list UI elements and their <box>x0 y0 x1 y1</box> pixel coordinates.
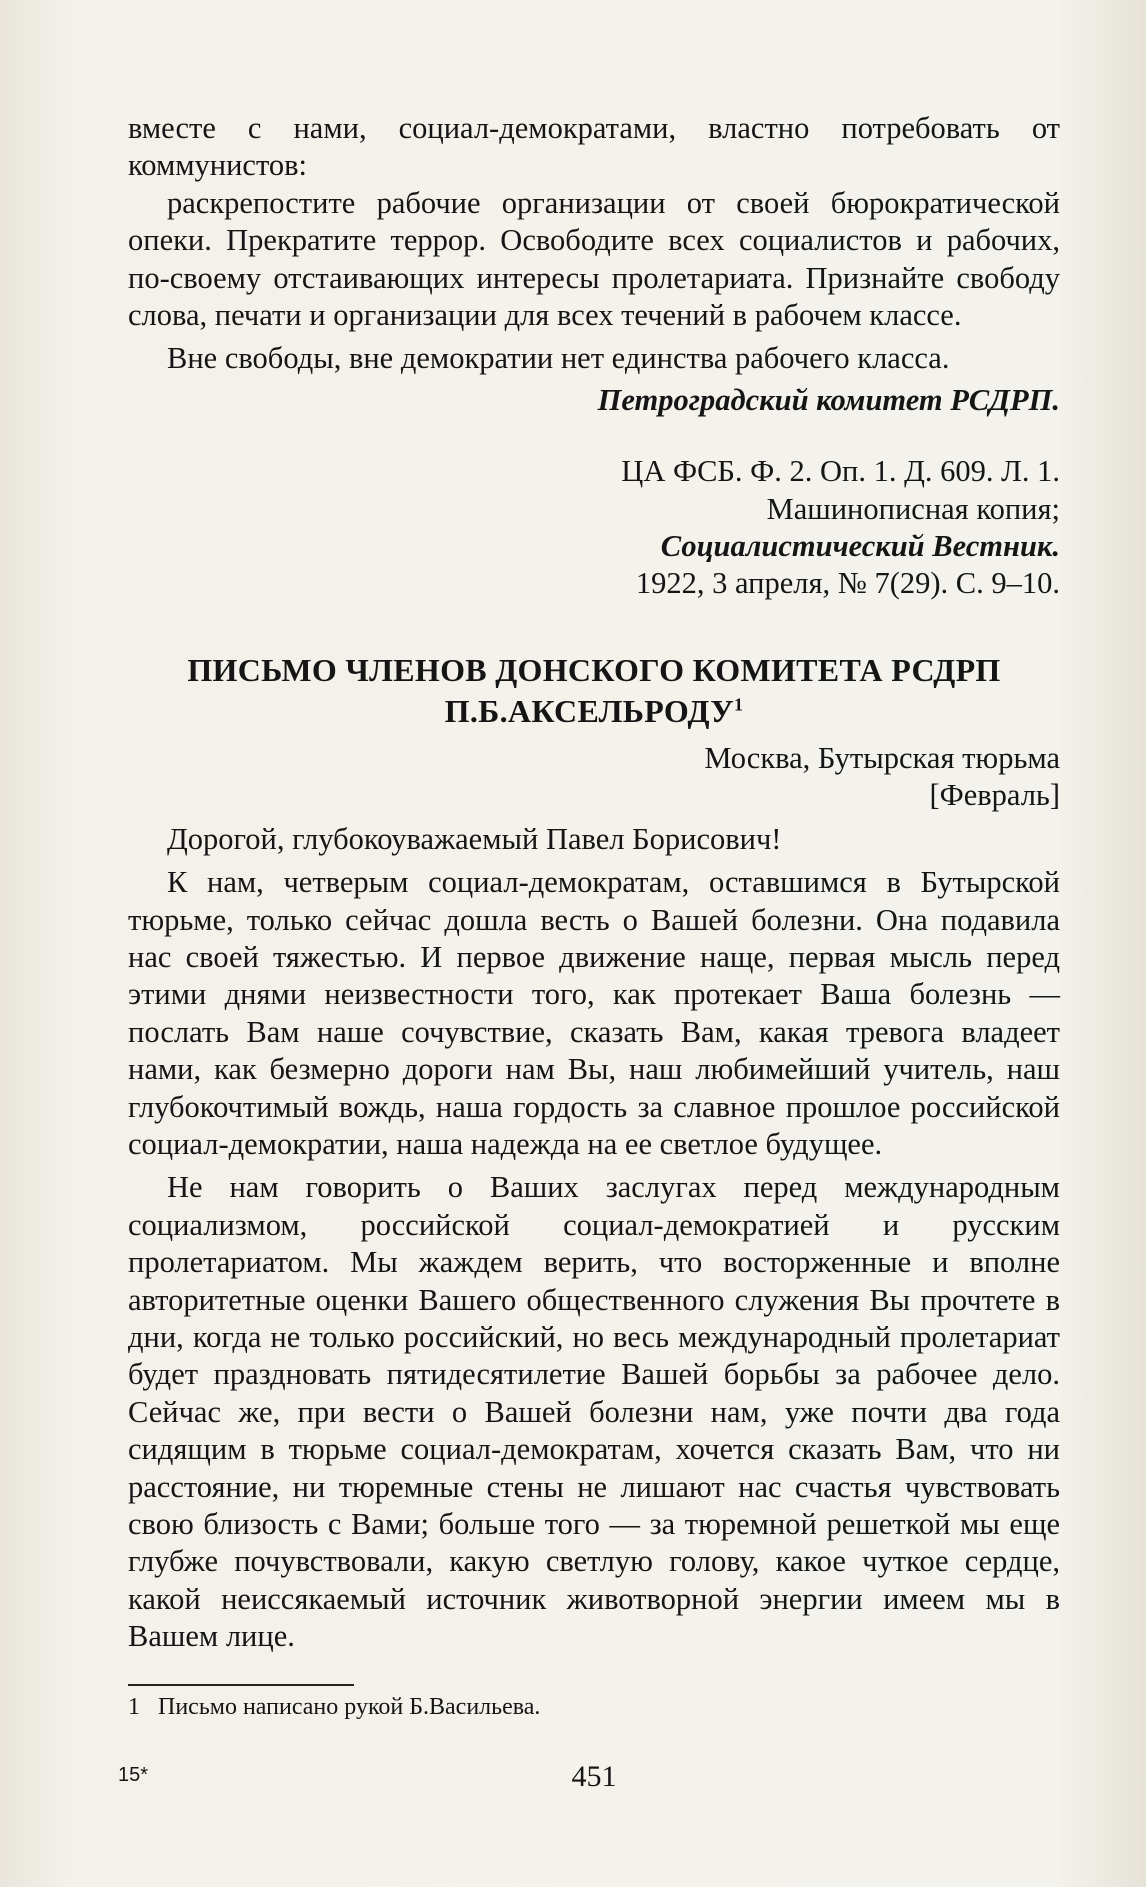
letter-place-date <box>128 740 1060 815</box>
source-archive: ЦА ФСБ. Ф. 2. Оп. 1. Д. 609. Л. 1. <box>621 454 1060 489</box>
page-number: 451 <box>571 1760 617 1793</box>
source-citation <box>128 453 1060 603</box>
letter-paragraph-2: Не нам говорить о Ваших заслугах перед международным социализмом, российской социал-демократией и русским пролетариатом. Мы жаждем верить, что восторженные и вполне авторитетные оценки Вашего общественного служения Вы прочтете в дни, когда не только российский, но весь международный пролетариат будет праздновать пятидесятилетие Вашей борьбы за рабочее дело. Сейчас же, при вести о Вашей болезни нам, уже почти два года сидящим в тюрьме социал-демократам, хочется сказать Вам, что ни расстояние, ни тюремные стены не лишают нас счастья чувствовать свою близость с Вами; больше того — за тюремной решеткой мы еще глубже почувствовали, какую светлую голову, какое чуткое сердце, какой неиссякаемый источник животворной энергии имеем мы в Вашем лице. <box>128 1170 1060 1654</box>
footnote-divider <box>128 1684 354 1686</box>
letter-title <box>128 650 1060 732</box>
letter-title-recipient: П.Б.АКСЕЛЬРОДУ <box>444 692 735 729</box>
footnote-marker: 1 <box>734 694 744 715</box>
source-copy-type: Машинописная копия; <box>766 491 1060 526</box>
page-content <box>128 110 1060 1722</box>
paragraph-freedom: Вне свободы, вне демократии нет единства рабочего класса. <box>167 341 950 376</box>
signature-petrograd-committee: Петроградский комитет РСДРП. <box>597 382 1060 417</box>
letter-salutation: Дорогой, глубокоуважаемый Павел Борисович! <box>167 821 782 856</box>
source-issue: 1922, 3 апреля, № 7(29). С. 9–10. <box>635 566 1060 601</box>
letter-paragraph-1: К нам, четверым социал-демократам, оставшимся в Бутырской тюрьме, только сейчас дошла весть о Вашей болезни. Она подавила нас своей тяжестью. И первое движение наще, первая мысль перед этими днями неизвестности того, как протекает Ваша болезнь — послать Вам наше сочувствие, сказать Вам, какая тревога владеет нами, как безмерно дороги нам Вы, наш любимейший учитель, наш глубокочтимый вождь, наша гордость за славное прошлое российской социал-демократии, наша надежда на ее светлое будущее. <box>128 865 1060 1161</box>
letter-title-line-2 <box>128 691 1060 732</box>
sheet-signature-mark: 15* <box>118 1764 149 1786</box>
footnote <box>128 1692 1060 1722</box>
footnote-text: Письмо написано рукой Б.Васильева. <box>158 1693 541 1720</box>
paragraph-continuation: вместе с нами, социал-демократами, властно потребовать от коммунистов: <box>128 111 1060 183</box>
footnote-number: 1 <box>128 1693 140 1720</box>
paragraph-demands: раскрепостите рабочие организации от своей бюрократической опеки. Прекратите террор. Освободите всех социалистов и рабочих, по-своему отстаивающих интересы пролетариата. Признайте свободу слова, печати и организации для всех течений в рабочем классе. <box>128 185 1060 333</box>
letter-title-line-1: ПИСЬМО ЧЛЕНОВ ДОНСКОГО КОМИТЕТА РСДРП <box>187 651 1001 688</box>
source-journal: Социалистический Вестник. <box>660 529 1060 564</box>
letter-date: [Февраль] <box>929 778 1060 813</box>
page-footer <box>118 1760 1060 1800</box>
letter-place: Москва, Бутырская тюрьма <box>704 740 1060 775</box>
